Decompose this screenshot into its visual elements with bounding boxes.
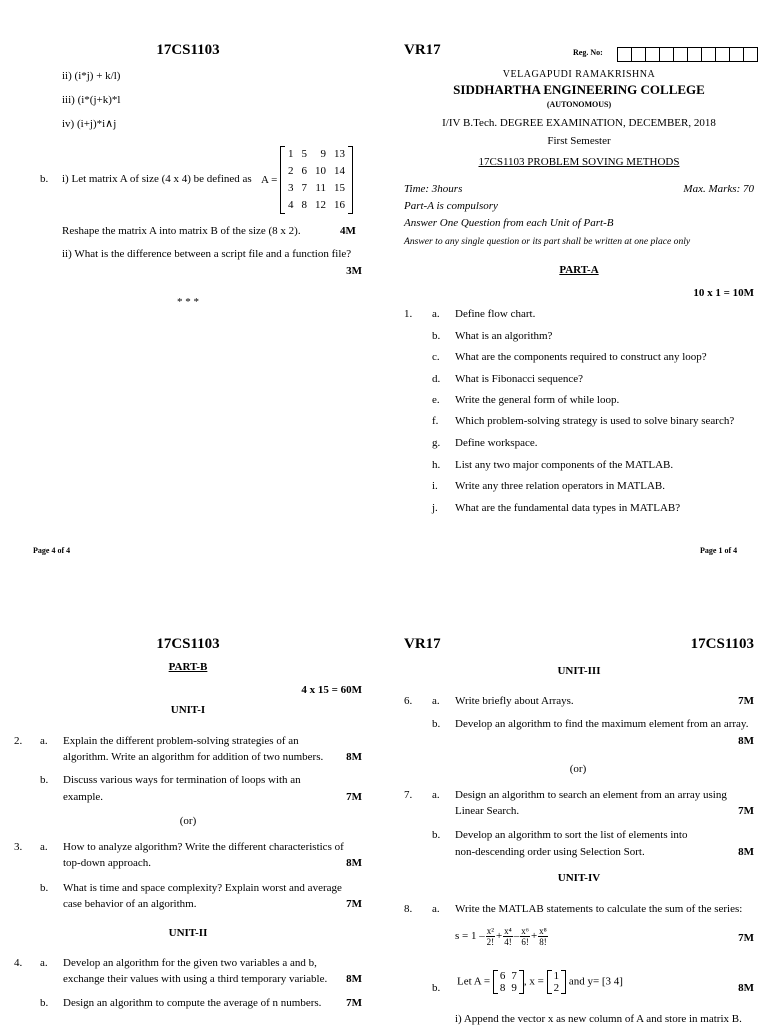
question-text: algorithm. Write an algorithm for addition of two numbers. xyxy=(63,751,324,763)
question-text: non-descending order using Selection Sort. xyxy=(455,846,645,858)
marks: 8M xyxy=(738,982,754,994)
marks: 7M xyxy=(346,997,362,1009)
question-label: j. xyxy=(432,502,438,514)
question-text: Discuss various ways for termination of loops with an xyxy=(63,774,301,786)
page-footer: Page 1 of 4 xyxy=(700,546,738,555)
question-label: a. xyxy=(40,841,48,853)
unit-heading: UNIT-III xyxy=(557,665,601,677)
series-term xyxy=(503,926,513,947)
question-text: example. xyxy=(63,791,104,803)
institute-name-line2: SIDDHARTHA ENGINEERING COLLEGE xyxy=(453,82,705,97)
question-number: 6. xyxy=(404,695,413,707)
regulation-code: VR17 xyxy=(404,42,441,58)
question-label: b. xyxy=(432,829,441,841)
question-label: b. xyxy=(40,774,49,786)
term-denominator: 4! xyxy=(504,937,512,947)
reg-no-box[interactable] xyxy=(715,47,730,62)
matrix-cell: 16 xyxy=(334,199,345,211)
marks: 4M xyxy=(340,225,356,237)
question-text: What are the fundamental data types in MATLAB? xyxy=(455,502,681,514)
matrix-a xyxy=(493,970,524,994)
marks: 7M xyxy=(346,791,362,803)
unit-heading: UNIT-II xyxy=(168,927,208,939)
question-text: Define workspace. xyxy=(455,437,538,449)
matrix-cell: 5 xyxy=(301,148,307,160)
list-item: ii) (i*j) + k/l) xyxy=(62,70,121,82)
question-label: c. xyxy=(432,351,440,363)
question-number: 8. xyxy=(404,903,413,915)
vector-y-label: and y= [3 4] xyxy=(568,975,623,988)
institute-name-line1: VELAGAPUDI RAMAKRISHNA xyxy=(502,69,656,80)
matrix-label: A = xyxy=(261,174,278,186)
matrix-cell: 10 xyxy=(315,165,326,177)
question-text: Explain the different problem-solving strategies of an xyxy=(63,735,299,747)
reg-no-box[interactable] xyxy=(701,47,716,62)
reg-no-box[interactable] xyxy=(673,47,688,62)
question-text: top-down approach. xyxy=(63,857,151,869)
marks: 8M xyxy=(346,751,362,763)
matrix-cell: 3 xyxy=(288,182,294,194)
matrix-cell: 14 xyxy=(334,165,345,177)
matrix-cell: 4 xyxy=(288,199,294,211)
matrix-cell: 2 xyxy=(288,165,294,177)
question-label: g. xyxy=(432,437,441,449)
question-number: 1. xyxy=(404,308,413,320)
marks: 7M xyxy=(738,932,754,944)
question-text: Write the MATLAB statements to calculate the sum of the series: xyxy=(455,903,743,915)
matrix-cell: 1 xyxy=(288,148,294,160)
question-text: What is an algorithm? xyxy=(455,330,553,342)
question-number: 2. xyxy=(14,735,23,747)
matrix-a xyxy=(280,146,353,214)
regulation-code: VR17 xyxy=(404,636,441,652)
question-text: ii) What is the difference between a script file and a function file? xyxy=(62,248,352,260)
operator: – xyxy=(513,930,520,943)
question-text: Develop an algorithm to sort the list of elements into xyxy=(455,829,688,841)
vector-x-label: x = xyxy=(529,975,544,988)
reg-no-box[interactable] xyxy=(631,47,646,62)
series-formula xyxy=(455,926,549,947)
marks: 8M xyxy=(738,846,754,858)
operator: + xyxy=(495,930,503,943)
term-numerator: x⁸ xyxy=(539,926,547,936)
or-separator: (or) xyxy=(179,815,197,827)
question-text: What is Fibonacci sequence? xyxy=(455,373,583,385)
series-terms xyxy=(485,926,549,947)
reg-no-box[interactable] xyxy=(687,47,702,62)
question-label: d. xyxy=(432,373,441,385)
max-marks: Max. Marks: 70 xyxy=(683,183,754,195)
question-text: Write the general form of while loop. xyxy=(455,394,620,406)
course-code: 17CS1103 xyxy=(156,636,220,652)
question-number: 4. xyxy=(14,957,23,969)
question-text: case behavior of an algorithm. xyxy=(63,898,197,910)
question-label: i. xyxy=(432,480,438,492)
section-heading: PART-B xyxy=(168,661,208,673)
question-label: b. xyxy=(40,882,49,894)
instruction: Answer One Question from each Unit of Part-B xyxy=(404,217,614,229)
marks: 8M xyxy=(346,857,362,869)
matrix-cell: 9 xyxy=(511,982,517,994)
question-number: 7. xyxy=(404,789,413,801)
term-denominator: 8! xyxy=(539,937,547,947)
autonomous-label: (AUTONOMOUS) xyxy=(546,100,612,109)
question-text: Design an algorithm to search an element from an array using xyxy=(455,789,727,801)
question-label: a. xyxy=(432,903,440,915)
matrix-cell: 7 xyxy=(301,182,307,194)
marks: 7M xyxy=(738,695,754,707)
matrix-cell: 9 xyxy=(320,148,326,160)
question-text: Write any three relation operators in MATLAB. xyxy=(455,480,666,492)
matrix-cell: 7 xyxy=(511,970,517,982)
question-label: b. xyxy=(432,718,441,730)
course-title: 17CS1103 PROBLEM SOVING METHODS xyxy=(478,156,680,168)
exam-time: Time: 3hours xyxy=(404,183,463,195)
question-label: a. xyxy=(40,735,48,747)
question-text: Linear Search. xyxy=(455,805,520,817)
question-label: b. xyxy=(40,997,49,1009)
section-marks: 4 x 15 = 60M xyxy=(301,684,362,696)
question-label: h. xyxy=(432,459,441,471)
series-term xyxy=(538,926,548,947)
vector-x xyxy=(547,970,567,994)
marks: 3M xyxy=(346,265,362,277)
matrix-cell: 6 xyxy=(301,165,307,177)
question-label: b. xyxy=(40,173,49,185)
or-separator: (or) xyxy=(569,763,587,775)
semester: First Semester xyxy=(547,135,611,147)
question-label: a. xyxy=(40,957,48,969)
matrix-a-label: Let A = xyxy=(457,975,491,988)
course-code: 17CS1103 xyxy=(156,42,220,58)
course-code: 17CS1103 xyxy=(690,636,754,652)
marks: 7M xyxy=(738,805,754,817)
question-label: e. xyxy=(432,394,440,406)
question-text: i) Append the vector x as new column of A and store in matrix B. xyxy=(455,1013,742,1025)
unit-heading: UNIT-IV xyxy=(557,872,601,884)
question-label: b. xyxy=(432,982,441,994)
question-text: Design an algorithm to compute the average of n numbers. xyxy=(63,997,322,1009)
question-text: How to analyze algorithm? Write the different characteristics of xyxy=(63,841,344,853)
matrix-cell: 13 xyxy=(334,148,345,160)
matrix-cell: 6 xyxy=(499,970,506,982)
question-label: a. xyxy=(432,789,440,801)
matrix-cell: 15 xyxy=(334,182,345,194)
matrix-cell: 8 xyxy=(499,982,506,994)
series-term xyxy=(486,926,495,947)
exam-title: I/IV B.Tech. DEGREE EXAMINATION, DECEMBER, 2018 xyxy=(442,117,716,129)
marks: 7M xyxy=(346,898,362,910)
term-numerator: x² xyxy=(486,926,494,936)
question-text: Reshape the matrix A into matrix B of the size (8 x 2). xyxy=(62,225,301,237)
term-numerator: x⁴ xyxy=(504,926,512,936)
page-footer: Page 4 of 4 xyxy=(33,546,71,555)
instruction: Answer to any single question or its part shall be written at one place only xyxy=(404,236,691,247)
question-text: Which problem-solving strategy is used to solve binary search? xyxy=(455,415,735,427)
term-numerator: x⁶ xyxy=(521,926,529,936)
reg-no-label: Reg. No: xyxy=(573,48,603,57)
operator: + xyxy=(530,930,538,943)
reg-no-box[interactable] xyxy=(645,47,660,62)
question-text: What is time and space complexity? Explain worst and average xyxy=(63,882,342,894)
question-text: i) Let matrix A of size (4 x 4) be defined as xyxy=(62,173,252,185)
question-label: b. xyxy=(432,330,441,342)
unit-heading: UNIT-I xyxy=(170,704,206,716)
question-label: a. xyxy=(432,308,440,320)
marks: 8M xyxy=(346,973,362,985)
series-term xyxy=(520,926,530,947)
matrix-cell: 1 xyxy=(553,970,560,982)
matrix-cell: 12 xyxy=(315,199,326,211)
marks: 8M xyxy=(738,735,754,747)
instruction: Part-A is compulsory xyxy=(404,200,498,212)
question-text: List any two major components of the MATLAB. xyxy=(455,459,674,471)
question-text: Write briefly about Arrays. xyxy=(455,695,574,707)
matrix-cell: 2 xyxy=(553,982,560,994)
question-text: exchange their values with using a third temporary variable. xyxy=(63,973,328,985)
question-text: Define flow chart. xyxy=(455,308,536,320)
question-number: 3. xyxy=(14,841,23,853)
matrix-cell: 8 xyxy=(301,199,307,211)
reg-no-box[interactable] xyxy=(729,47,744,62)
question-text: What are the components required to construct any loop? xyxy=(455,351,707,363)
list-item: iii) (i*(j+k)*l xyxy=(62,94,121,106)
section-heading: PART-A xyxy=(559,264,599,276)
question-text: Develop an algorithm to find the maximum element from an array. xyxy=(455,718,749,730)
matrix-definition: Let A = 6 7 8 9 , x = 1 2 and y= [3 4] xyxy=(457,970,623,994)
list-item: iv) (i+j)*i∧j xyxy=(62,118,117,130)
question-label: f. xyxy=(432,415,439,427)
reg-no-box[interactable] xyxy=(743,47,758,62)
end-marker: * * * xyxy=(177,296,199,308)
reg-no-box[interactable] xyxy=(617,47,632,62)
question-text: Develop an algorithm for the given two variables a and b, xyxy=(63,957,317,969)
reg-no-box[interactable] xyxy=(659,47,674,62)
question-label: a. xyxy=(432,695,440,707)
term-denominator: 6! xyxy=(521,937,529,947)
matrix-cell: 11 xyxy=(315,182,326,194)
reg-no-boxes xyxy=(618,47,758,65)
series-lhs: s = 1 – xyxy=(455,930,485,943)
term-denominator: 2! xyxy=(486,937,495,947)
section-marks: 10 x 1 = 10M xyxy=(693,287,754,299)
